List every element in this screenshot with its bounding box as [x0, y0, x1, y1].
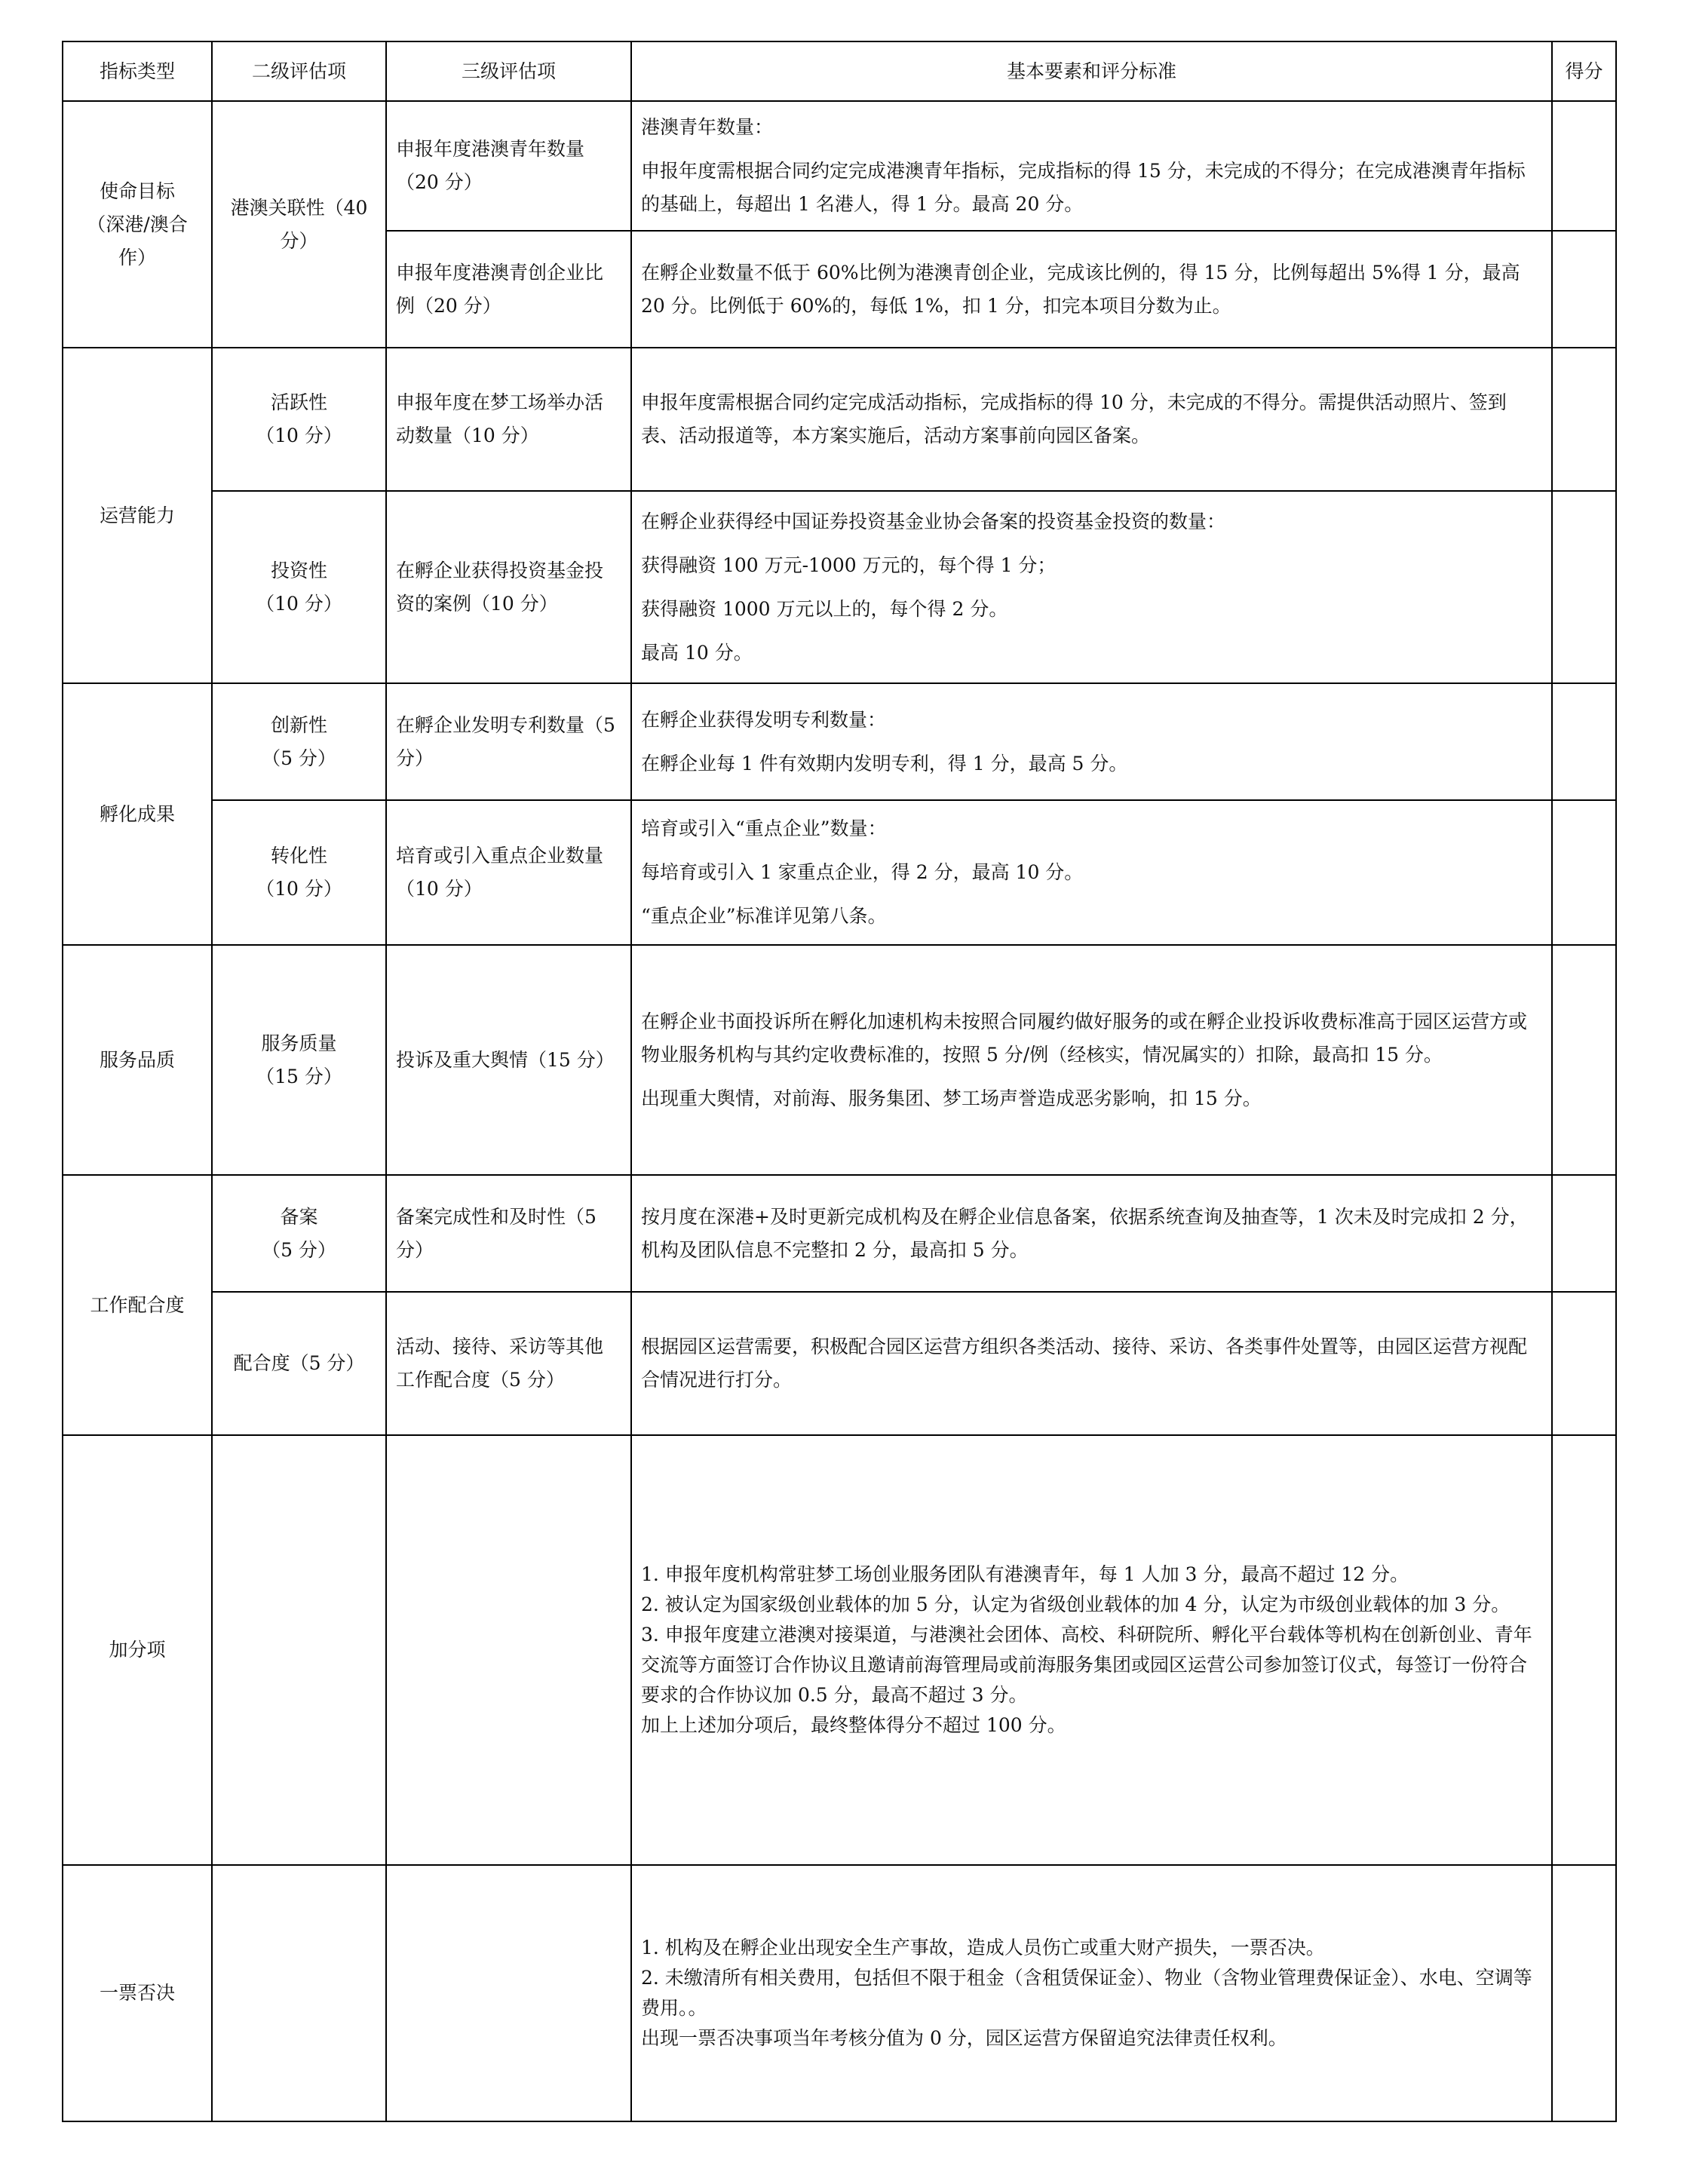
level2-line: 活跃性	[270, 391, 327, 413]
criteria-cell	[631, 800, 1552, 945]
header-row	[63, 41, 1616, 101]
level2-line: （15 分）	[256, 1065, 342, 1087]
criteria-paragraph: 最高 10 分。	[641, 641, 753, 664]
score-cell[interactable]	[1552, 348, 1616, 491]
header-criteria: 基本要素和评分标准	[631, 41, 1552, 101]
criteria-cell	[631, 348, 1552, 491]
level3-cell: 在孵企业获得投资基金投资的案例（10 分）	[386, 491, 631, 683]
category-cell: 服务品质	[63, 945, 212, 1175]
level3-cell: 投诉及重大舆情（15 分）	[386, 945, 631, 1175]
level3-cell	[386, 1435, 631, 1865]
criteria-paragraph: 出现一票否决事项当年考核分值为 0 分，园区运营方保留追究法律责任权利。	[641, 2027, 1287, 2049]
level2-line: （10 分）	[256, 425, 342, 446]
criteria-paragraph: “重点企业”标准详见第八条。	[641, 905, 887, 927]
criteria-cell	[631, 1435, 1552, 1865]
criteria-paragraph: 在孵企业获得发明专利数量：	[641, 708, 887, 731]
category-cell: 运营能力	[63, 348, 212, 683]
level2-line: （5 分）	[262, 1238, 336, 1261]
level2-cell	[212, 348, 386, 491]
score-cell[interactable]	[1552, 101, 1616, 231]
level2-cell	[212, 491, 386, 683]
level3-cell: 申报年度港澳青创企业比例（20 分）	[386, 231, 631, 348]
score-cell[interactable]	[1552, 1435, 1616, 1865]
score-cell[interactable]	[1552, 1865, 1616, 2121]
level2-cell	[212, 101, 386, 348]
table-row	[63, 1435, 1616, 1865]
level2-cell	[212, 1175, 386, 1292]
criteria-paragraph: 申报年度需根据合同约定完成港澳青年指标，完成指标的得 15 分，未完成的不得分；在完成港澳青年指标的基础上，每超出 1 名港人，得 1 分。最高 20 分。	[641, 160, 1526, 215]
level2-line: （10 分）	[256, 878, 342, 900]
criteria-paragraph: 加上上述加分项后，最终整体得分不超过 100 分。	[641, 1714, 1066, 1736]
criteria-paragraph: 根据园区运营需要，积极配合园区运营方组织各类活动、接待、采访、各类事件处置等，由园区运营方视配合情况进行打分。	[641, 1336, 1528, 1391]
level2-line: （10 分）	[256, 592, 342, 615]
level3-cell: 培育或引入重点企业数量（10 分）	[386, 800, 631, 945]
criteria-paragraph: 3. 申报年度建立港澳对接渠道，与港澳社会团体、高校、科研院所、孵化平台载体等机构在创新创业、青年交流等方面签订合作协议且邀请前海管理局或前海服务集团或园区运营公司参加签订仪式，每签订一份符合要求的合作协议加 0.5 分，最高不超过 3 分。	[641, 1624, 1532, 1706]
score-cell[interactable]	[1552, 1292, 1616, 1435]
evaluation-table	[62, 41, 1617, 2122]
criteria-paragraph: 每培育或引入 1 家重点企业，得 2 分，最高 10 分。	[641, 861, 1084, 883]
criteria-paragraph: 在孵企业获得经中国证券投资基金业协会备案的投资基金投资的数量：	[641, 510, 1226, 532]
level2-cell: 配合度（5 分）	[212, 1292, 386, 1435]
level2-line: 港澳关联性（40	[230, 196, 368, 219]
category-cell: 一票否决	[63, 1865, 212, 2121]
score-cell[interactable]	[1552, 800, 1616, 945]
level3-cell: 在孵企业发明专利数量（5 分）	[386, 683, 631, 800]
table-row	[63, 348, 1616, 491]
table-row	[63, 101, 1616, 231]
level2-cell	[212, 1435, 386, 1865]
category-line: 作）	[118, 246, 156, 268]
criteria-cell	[631, 1292, 1552, 1435]
table-row	[63, 945, 1616, 1175]
criteria-cell	[631, 1175, 1552, 1292]
criteria-paragraph: 在孵企业数量不低于 60%比例为港澳青创企业，完成该比例的，得 15 分，比例每超出 5%得 1 分，最高 20 分。比例低于 60%的，每低 1%，扣 1 分，扣完本项目分数为止。	[641, 261, 1520, 317]
score-cell[interactable]	[1552, 683, 1616, 800]
score-cell[interactable]	[1552, 945, 1616, 1175]
header-category: 指标类型	[63, 41, 212, 101]
level2-line: 备案	[280, 1205, 318, 1228]
level3-cell: 申报年度在梦工场举办活动数量（10 分）	[386, 348, 631, 491]
level2-line: 创新性	[270, 713, 327, 736]
criteria-paragraph: 培育或引入“重点企业”数量：	[641, 817, 887, 839]
level2-line: （5 分）	[262, 747, 336, 769]
criteria-cell	[631, 683, 1552, 800]
header-level2: 二级评估项	[212, 41, 386, 101]
criteria-paragraph: 2. 未缴清所有相关费用，包括但不限于租金（含租赁保证金）、物业（含物业管理费保证金）、水电、空调等费用。。	[641, 1967, 1532, 2019]
table-row	[63, 683, 1616, 800]
level3-cell: 活动、接待、采访等其他工作配合度（5 分）	[386, 1292, 631, 1435]
table-row	[63, 800, 1616, 945]
category-cell	[63, 101, 212, 348]
level3-cell	[386, 1865, 631, 2121]
criteria-paragraph: 在孵企业书面投诉所在孵化加速机构未按照合同履约做好服务的或在孵企业投诉收费标准高于园区运营方或物业服务机构与其约定收费标准的，按照 5 分/例（经核实，情况属实的）扣除，最高扣 15 分。	[641, 1010, 1528, 1066]
header-level3: 三级评估项	[386, 41, 631, 101]
criteria-paragraph: 1. 机构及在孵企业出现安全生产事故，造成人员伤亡或重大财产损失，一票否决。	[641, 1937, 1325, 1959]
criteria-paragraph: 出现重大舆情，对前海、服务集团、梦工场声誉造成恶劣影响，扣 15 分。	[641, 1087, 1262, 1109]
level2-cell	[212, 683, 386, 800]
table-row	[63, 491, 1616, 683]
level3-cell: 申报年度港澳青年数量（20 分）	[386, 101, 631, 231]
criteria-paragraph: 按月度在深港+及时更新完成机构及在孵企业信息备案，依据系统查询及抽查等，1 次未及时完成扣 2 分，机构及团队信息不完整扣 2 分，最高扣 5 分。	[641, 1205, 1529, 1261]
criteria-cell	[631, 231, 1552, 348]
criteria-paragraph: 在孵企业每 1 件有效期内发明专利，得 1 分，最高 5 分。	[641, 752, 1128, 775]
level2-cell	[212, 800, 386, 945]
criteria-paragraph: 1. 申报年度机构常驻梦工场创业服务团队有港澳青年，每 1 人加 3 分，最高不超过 12 分。	[641, 1563, 1409, 1585]
criteria-cell	[631, 491, 1552, 683]
level2-cell	[212, 1865, 386, 2121]
criteria-paragraph: 申报年度需根据合同约定完成活动指标，完成指标的得 10 分，未完成的不得分。需提供活动照片、签到表、活动报道等，本方案实施后，活动方案事前向园区备案。	[641, 391, 1507, 446]
criteria-paragraph: 获得融资 100 万元-1000 万元的，每个得 1 分；	[641, 554, 1057, 576]
table-row	[63, 1292, 1616, 1435]
level2-line: 投资性	[270, 559, 327, 581]
level3-cell: 备案完成性和及时性（5 分）	[386, 1175, 631, 1292]
level2-line: 分）	[280, 229, 318, 252]
category-cell: 工作配合度	[63, 1175, 212, 1435]
category-cell: 孵化成果	[63, 683, 212, 945]
level2-line: 转化性	[270, 845, 327, 867]
score-cell[interactable]	[1552, 1175, 1616, 1292]
table-row	[63, 1175, 1616, 1292]
table-row	[63, 1865, 1616, 2121]
category-cell: 加分项	[63, 1435, 212, 1865]
criteria-paragraph: 港澳青年数量：	[641, 116, 774, 138]
criteria-paragraph: 2. 被认定为国家级创业载体的加 5 分，认定为省级创业载体的加 4 分，认定为市级创业载体的加 3 分。	[641, 1594, 1511, 1615]
score-cell[interactable]	[1552, 491, 1616, 683]
criteria-paragraph: 获得融资 1000 万元以上的，每个得 2 分。	[641, 597, 1008, 620]
criteria-cell	[631, 945, 1552, 1175]
criteria-cell	[631, 101, 1552, 231]
category-line: 使命目标	[99, 179, 175, 202]
category-line: （深港/澳合	[87, 213, 188, 235]
level2-cell	[212, 945, 386, 1175]
header-score: 得分	[1552, 41, 1616, 101]
score-cell[interactable]	[1552, 231, 1616, 348]
criteria-cell	[631, 1865, 1552, 2121]
level2-line: 服务质量	[261, 1032, 337, 1054]
